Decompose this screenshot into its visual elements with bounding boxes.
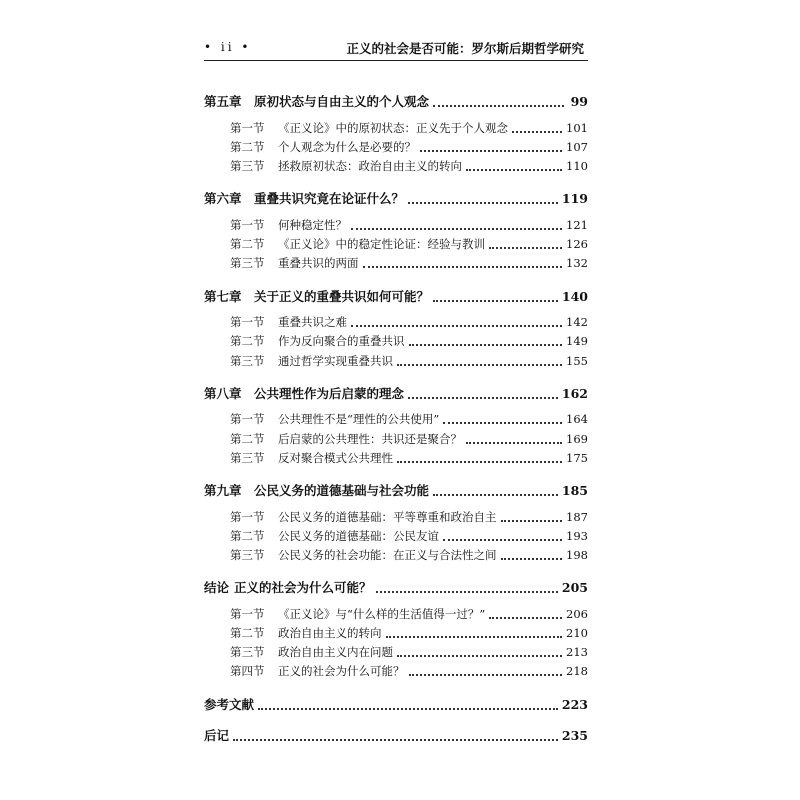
toc-section[interactable] — [230, 331, 588, 351]
section-title: 公民义务的道德基础：公民友谊 — [278, 529, 439, 543]
toc-section[interactable] — [230, 312, 588, 332]
section-label: 第二节 — [230, 626, 265, 640]
section-title: 《正义论》中的稳定性论证：经验与教训 — [278, 237, 485, 251]
dot-leader — [466, 438, 562, 444]
toc-section[interactable] — [230, 137, 588, 157]
toc-section[interactable] — [230, 604, 588, 624]
section-label: 第三节 — [230, 256, 265, 270]
section-page: 198 — [566, 548, 588, 562]
section-title: 通过哲学实现重叠共识 — [278, 354, 393, 368]
chapter-page: 223 — [561, 697, 588, 712]
chapter-page: 140 — [561, 289, 588, 304]
section-label: 第三节 — [230, 548, 265, 562]
section-label: 第二节 — [230, 432, 265, 446]
section-title: 后启蒙的公共理性：共识还是聚合？ — [278, 432, 462, 446]
toc-section[interactable] — [230, 215, 588, 235]
section-title: 政治自由主义内在问题 — [278, 645, 393, 659]
chapter-label: 第八章 — [204, 386, 242, 401]
section-label: 第二节 — [230, 334, 265, 348]
dot-leader — [433, 490, 558, 496]
toc-conclusion[interactable] — [204, 578, 588, 598]
section-page: 121 — [566, 218, 588, 232]
section-title: 重叠共识之难 — [278, 315, 347, 329]
toc-chapter-7[interactable] — [204, 287, 588, 307]
dot-leader — [420, 146, 562, 152]
chapter-label: 第七章 — [204, 289, 242, 304]
dot-leader — [433, 296, 558, 302]
dot-leader — [351, 224, 562, 230]
section-page: 169 — [566, 432, 588, 446]
toc-section[interactable] — [230, 429, 588, 449]
section-label: 第二节 — [230, 237, 265, 251]
dot-leader — [408, 393, 558, 399]
chapter-title: 公民义务的道德基础与社会功能 — [254, 483, 430, 498]
dot-leader — [489, 243, 562, 249]
chapter-title: 正义的社会为什么可能？ — [234, 580, 372, 595]
section-page: 149 — [566, 334, 588, 348]
dot-leader — [408, 198, 558, 204]
section-label: 第二节 — [230, 140, 265, 154]
toc-chapter-9[interactable] — [204, 481, 588, 501]
dot-leader — [397, 651, 562, 657]
chapter-label: 结论 — [204, 580, 230, 595]
toc-section[interactable] — [230, 545, 588, 565]
section-title: 反对聚合模式公共理性 — [278, 451, 393, 465]
toc-section[interactable] — [230, 118, 588, 138]
section-title: 公民义务的道德基础：平等尊重和政治自主 — [278, 510, 497, 524]
dot-leader — [443, 418, 562, 424]
section-title: 拯救原初状态：政治自由主义的转向 — [278, 159, 462, 173]
section-label: 第三节 — [230, 645, 265, 659]
dot-leader — [501, 516, 563, 522]
section-label: 第三节 — [230, 354, 265, 368]
section-page: 132 — [566, 256, 588, 270]
toc-chapter-5[interactable] — [204, 92, 588, 112]
toc-section[interactable] — [230, 448, 588, 468]
section-title: 公民义务的社会功能：在正义与合法性之间 — [278, 548, 497, 562]
section-title: 政治自由主义的转向 — [278, 626, 382, 640]
dot-leader — [433, 101, 564, 107]
toc-afterword[interactable] — [204, 726, 588, 746]
dot-leader — [376, 587, 558, 593]
toc-section[interactable] — [230, 661, 588, 681]
chapter-title: 公共理性作为后启蒙的理念 — [254, 386, 405, 401]
section-page: 218 — [566, 664, 588, 678]
dot-leader — [233, 735, 558, 741]
chapter-page: 205 — [561, 580, 588, 595]
section-page: 142 — [566, 315, 588, 329]
section-title: 公共理性不是“理性的公共使用” — [278, 412, 440, 426]
toc-chapter-8[interactable] — [204, 384, 588, 404]
section-title: 《正义论》与“什么样的生活值得一过？” — [278, 607, 486, 621]
section-label: 第一节 — [230, 121, 265, 135]
toc-section[interactable] — [230, 351, 588, 371]
chapter-page: 185 — [561, 483, 588, 498]
dot-leader — [512, 127, 562, 133]
chapter-page: 119 — [561, 191, 588, 206]
dot-leader — [351, 321, 562, 327]
section-label: 第三节 — [230, 159, 265, 173]
section-page: 101 — [566, 121, 588, 135]
chapter-page: 162 — [561, 386, 588, 401]
toc-section[interactable] — [230, 507, 588, 527]
dot-leader — [397, 360, 562, 366]
toc-section[interactable] — [230, 234, 588, 254]
dot-leader — [501, 554, 563, 560]
chapter-title: 重叠共识究竟在论证什么？ — [254, 191, 405, 206]
chapter-page: 235 — [561, 728, 588, 743]
section-page: 213 — [566, 645, 588, 659]
section-label: 第三节 — [230, 451, 265, 465]
dot-leader — [409, 340, 563, 346]
section-page: 126 — [566, 237, 588, 251]
chapter-label: 第六章 — [204, 191, 242, 206]
toc-references[interactable] — [204, 695, 588, 715]
dot-leader — [258, 704, 558, 710]
toc-section[interactable] — [230, 526, 588, 546]
dot-leader — [443, 535, 562, 541]
chapter-label: 参考文献 — [204, 697, 255, 712]
section-label: 第四节 — [230, 664, 265, 678]
section-label: 第一节 — [230, 315, 265, 329]
section-title: 作为反向聚合的重叠共识 — [278, 334, 405, 348]
chapter-title: 关于正义的重叠共识如何可能？ — [254, 289, 430, 304]
section-page: 187 — [566, 510, 588, 524]
dot-leader — [363, 262, 563, 268]
section-title: 个人观念为什么是必要的？ — [278, 140, 416, 154]
toc-section[interactable] — [230, 156, 588, 176]
dot-leader — [397, 457, 562, 463]
section-title: 重叠共识的两面 — [278, 256, 359, 270]
toc-chapter-6[interactable] — [204, 189, 588, 209]
chapter-label: 第九章 — [204, 483, 242, 498]
section-page: 175 — [566, 451, 588, 465]
section-page: 155 — [566, 354, 588, 368]
page-number: • ii • — [204, 40, 252, 54]
chapter-label: 第五章 — [204, 94, 242, 109]
section-label: 第一节 — [230, 510, 265, 524]
section-title: 正义的社会为什么可能？ — [278, 664, 405, 678]
section-page: 164 — [566, 412, 588, 426]
toc-section[interactable] — [230, 409, 588, 429]
section-label: 第二节 — [230, 529, 265, 543]
dot-leader — [409, 670, 563, 676]
section-title: 《正义论》中的原初状态：正义先于个人观念 — [278, 121, 508, 135]
chapter-page: 99 — [570, 94, 588, 109]
section-title: 何种稳定性？ — [278, 218, 347, 232]
section-page: 210 — [566, 626, 588, 640]
chapter-title: 原初状态与自由主义的个人观念 — [254, 94, 430, 109]
dot-leader — [386, 632, 563, 638]
section-page: 107 — [566, 140, 588, 154]
section-page: 110 — [566, 159, 588, 173]
dot-leader — [466, 165, 562, 171]
section-label: 第一节 — [230, 412, 265, 426]
section-label: 第一节 — [230, 218, 265, 232]
running-title: 正义的社会是否可能：罗尔斯后期哲学研究 — [346, 41, 584, 56]
toc-section[interactable] — [230, 253, 588, 273]
section-page: 206 — [566, 607, 588, 621]
dot-leader — [489, 613, 562, 619]
chapter-label: 后记 — [204, 728, 230, 743]
section-label: 第一节 — [230, 607, 265, 621]
toc-section[interactable] — [230, 623, 588, 643]
section-page: 193 — [566, 529, 588, 543]
toc-section[interactable] — [230, 642, 588, 662]
